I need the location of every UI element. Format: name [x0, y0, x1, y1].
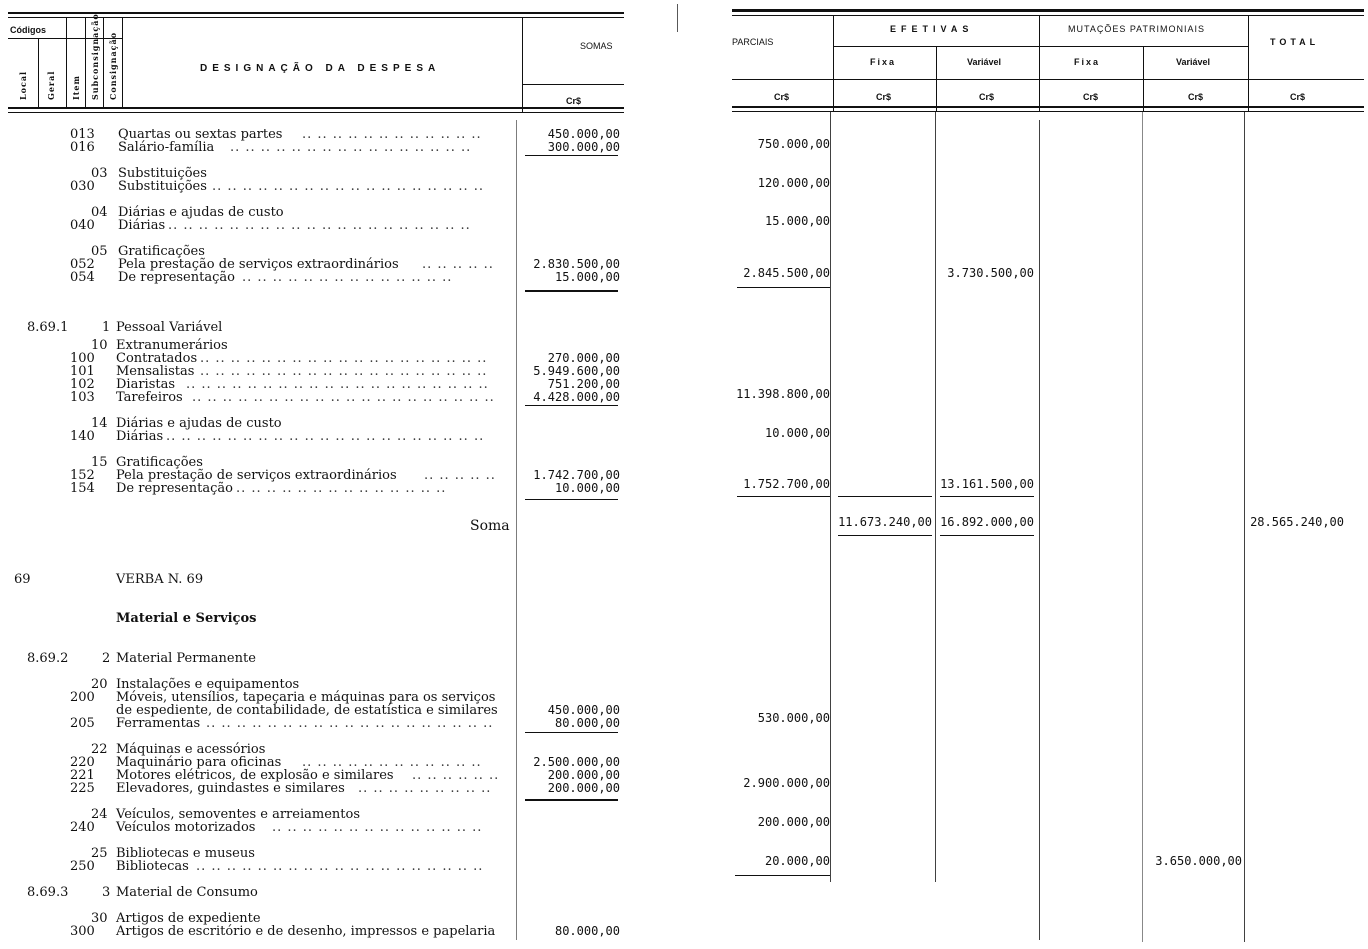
mutacao-variavel-value: 3.650.000,00 [1155, 854, 1242, 868]
row-label: Artigos de escritório e de desenho, impressos e papelaria [116, 924, 496, 939]
item-header: Item [71, 75, 81, 100]
parcial-value: 11.398.800,00 [736, 387, 830, 401]
row-code: 05 [91, 244, 108, 259]
row-code: 154 [70, 481, 95, 496]
row-code: 225 [70, 781, 95, 796]
parcial-value: 1.752.700,00 [743, 477, 830, 491]
verba-code: 69 [14, 572, 31, 587]
leader-dots: .. .. .. .. .. .. .. .. .. .. .. .. .. .. .. .. [230, 140, 472, 155]
row-label: Veículos motorizados [116, 820, 256, 835]
row-label-cont: de espediente, de contabilidade, de estatística e similares [116, 703, 498, 718]
row-label: Diárias e ajudas de custo [116, 416, 282, 431]
leader-dots: .. .. .. .. .. .. .. .. .. .. .. .. [302, 127, 482, 142]
variavel-mutacoes-header: Variável [1176, 57, 1211, 67]
variavel-value: 13.161.500,00 [940, 477, 1034, 491]
row-code: 205 [70, 716, 95, 731]
leader-dots: .. .. .. .. .. .. .. .. .. .. .. .. .. .. .. .. .. .. .. [196, 859, 484, 874]
row-code: 8.69.1 [27, 320, 69, 335]
row-code: 102 [70, 377, 95, 392]
soma-label: Soma [470, 518, 510, 534]
grand-total: 28.565.240,00 [1250, 515, 1344, 529]
currency-fixa: Cr$ [876, 92, 892, 102]
leader-dots: .. .. .. .. .. .. .. .. .. [358, 781, 492, 796]
parcial-value: 2.845.500,00 [743, 266, 830, 280]
fixa-total: 11.673.240,00 [838, 515, 932, 529]
row-label: Gratificações [116, 455, 203, 470]
row-value: 2.500.000,00 [533, 755, 620, 769]
row-value: 1.742.700,00 [533, 468, 620, 482]
subconsignacao-header: Subconsignação [90, 13, 100, 100]
row-value: 200.000,00 [547, 781, 620, 795]
row-label: Diaristas [116, 377, 176, 392]
row-label: Substituições [118, 166, 207, 181]
row-code: 140 [70, 429, 95, 444]
currency-mut-fixa: Cr$ [1083, 92, 1099, 102]
row-sub: 1 [102, 320, 111, 335]
fixa-efetivas-header: Fixa [870, 57, 897, 67]
row-code: 040 [70, 218, 95, 233]
row-value: 5.949.600,00 [533, 364, 620, 378]
row-label: Bibliotecas [116, 859, 189, 874]
row-code: 300 [70, 924, 95, 939]
parciais-header: PARCIAIS [732, 37, 774, 47]
parcial-value: 2.900.000,00 [743, 776, 830, 790]
row-label: Contratados [116, 351, 198, 366]
row-code: 04 [91, 205, 108, 220]
row-code: 24 [91, 807, 108, 822]
leader-dots: .. .. .. .. .. .. .. .. .. .. .. .. .. .. [272, 820, 483, 835]
variavel-total: 16.892.000,00 [940, 515, 1034, 529]
row-sub: 3 [102, 885, 111, 900]
row-label: Bibliotecas e museus [116, 846, 255, 861]
consignacao-header: Consignação [108, 31, 118, 100]
leader-dots: .. .. .. .. .. [422, 257, 494, 272]
row-value: 10.000,00 [554, 481, 620, 495]
leader-dots: .. .. .. .. .. .. .. .. .. .. .. .. .. .. .. .. .. .. .. [206, 716, 494, 731]
parcial-value: 200.000,00 [757, 815, 830, 829]
row-value: 270.000,00 [547, 351, 620, 365]
leader-dots: .. .. .. .. .. .. .. .. .. .. .. .. .. .. .. .. .. .. .. .. .. [166, 429, 485, 444]
leader-dots: .. .. .. .. .. .. .. .. .. .. .. .. .. .. [242, 270, 453, 285]
leader-dots: .. .. .. .. .. .. .. .. .. .. .. .. .. .. .. .. .. .. [212, 179, 485, 194]
row-label: Diárias [116, 429, 164, 444]
mutacoes-header: MUTAÇÕES PATRIMONIAIS [1068, 24, 1206, 34]
total-header: TOTAL [1270, 37, 1320, 47]
row-label: Móveis, utensílios, tapeçaria e máquinas para os serviços [116, 690, 496, 705]
row-code: 221 [70, 768, 95, 783]
row-code: 054 [70, 270, 95, 285]
row-label: Ferramentas [116, 716, 201, 731]
currency-parciais: Cr$ [774, 92, 790, 102]
row-value: 2.830.500,00 [533, 257, 620, 271]
parcial-value: 10.000,00 [764, 426, 830, 440]
currency-variavel: Cr$ [979, 92, 995, 102]
parcial-value: 530.000,00 [757, 711, 830, 725]
local-header: Local [18, 70, 28, 100]
row-value: 200.000,00 [547, 768, 620, 782]
fixa-mutacoes-header: Fixa [1074, 57, 1101, 67]
row-label: Salário-família [118, 140, 215, 155]
currency-header: Cr$ [566, 96, 582, 106]
row-value: 80.000,00 [554, 716, 620, 730]
row-code: 101 [70, 364, 95, 379]
row-value: 450.000,00 [547, 127, 620, 141]
row-label: Material Permanente [116, 651, 256, 666]
leader-dots: .. .. .. .. .. .. .. .. .. .. .. .. .. .. .. .. .. .. .. .. [168, 218, 471, 233]
row-label: Gratificações [118, 244, 205, 259]
row-code: 14 [91, 416, 108, 431]
row-label: Motores elétricos, de explosão e similares [116, 768, 394, 783]
row-label: Elevadores, guindastes e similares [116, 781, 345, 796]
row-label: Diárias e ajudas de custo [118, 205, 284, 220]
row-value: 4.428.000,00 [533, 390, 620, 404]
row-code: 220 [70, 755, 95, 770]
designacao-header: DESIGNAÇÃO DA DESPESA [200, 63, 441, 74]
leader-dots: .. .. .. .. .. .. [412, 768, 500, 783]
row-code: 052 [70, 257, 95, 272]
row-code: 10 [91, 338, 108, 353]
row-code: 20 [91, 677, 108, 692]
geral-header: Geral [46, 70, 56, 100]
leader-dots: .. .. .. .. .. .. .. .. .. .. .. .. .. .. .. .. .. .. .. .. [192, 390, 495, 405]
row-sub: 2 [102, 651, 111, 666]
row-value: 80.000,00 [554, 924, 620, 938]
row-label: Quartas ou sextas partes [118, 127, 283, 142]
row-label: De representação [118, 270, 235, 285]
row-value: 300.000,00 [547, 140, 620, 154]
row-code: 22 [91, 742, 108, 757]
currency-total: Cr$ [1290, 92, 1306, 102]
row-code: 30 [91, 911, 108, 926]
row-code: 8.69.3 [27, 885, 69, 900]
variavel-value: 3.730.500,00 [947, 266, 1034, 280]
row-code: 152 [70, 468, 95, 483]
parcial-value: 15.000,00 [764, 214, 830, 228]
row-code: 25 [91, 846, 108, 861]
row-code: 013 [70, 127, 95, 142]
section-title: Material e Serviços [116, 611, 257, 626]
row-code: 240 [70, 820, 95, 835]
row-label: Substituições [118, 179, 207, 194]
leader-dots: .. .. .. .. .. .. .. .. .. .. .. .. .. .. [236, 481, 447, 496]
row-code: 100 [70, 351, 95, 366]
parcial-value: 750.000,00 [757, 137, 830, 151]
row-code: 200 [70, 690, 95, 705]
row-label: Artigos de expediente [116, 911, 261, 926]
row-code: 103 [70, 390, 95, 405]
row-value: 450.000,00 [547, 703, 620, 717]
row-code: 016 [70, 140, 95, 155]
leader-dots: .. .. .. .. .. .. .. .. .. .. .. .. [302, 755, 482, 770]
row-label: Diárias [118, 218, 166, 233]
parcial-value: 20.000,00 [764, 854, 830, 868]
gutter-mark [677, 4, 678, 32]
row-label: Maquinário para oficinas [116, 755, 282, 770]
leader-dots: .. .. .. .. .. .. .. .. .. .. .. .. .. .. .. .. .. .. .. [200, 351, 488, 366]
row-label: Máquinas e acessórios [116, 742, 266, 757]
variavel-efetivas-header: Variável [967, 57, 1002, 67]
row-code: 03 [91, 166, 108, 181]
codigos-header: Códigos [10, 25, 46, 35]
somas-header: SOMAS [580, 41, 613, 51]
parcial-value: 120.000,00 [757, 176, 830, 190]
row-label: Pela prestação de serviços extraordinários [118, 257, 399, 272]
row-code: 250 [70, 859, 95, 874]
row-label: Instalações e equipamentos [116, 677, 300, 692]
row-code: 030 [70, 179, 95, 194]
row-label: Pela prestação de serviços extraordinários [116, 468, 397, 483]
row-label: Material de Consumo [116, 885, 258, 900]
efetivas-header: EFETIVAS [890, 24, 974, 34]
leader-dots: .. .. .. .. .. [424, 468, 496, 483]
row-label: Tarefeiros [116, 390, 183, 405]
row-label: De representação [116, 481, 233, 496]
row-label: Pessoal Variável [116, 320, 223, 335]
leader-dots: .. .. .. .. .. .. .. .. .. .. .. .. .. .. .. .. .. .. .. [200, 364, 488, 379]
row-label: Veículos, semoventes e arreiamentos [116, 807, 360, 822]
row-value: 751.200,00 [547, 377, 620, 391]
verba-title: VERBA N. 69 [116, 572, 204, 587]
leader-dots: .. .. .. .. .. .. .. .. .. .. .. .. .. .. .. .. .. .. .. .. [186, 377, 489, 392]
row-value: 15.000,00 [554, 270, 620, 284]
row-code: 8.69.2 [27, 651, 69, 666]
row-label: Extranumerários [116, 338, 228, 353]
currency-mut-variavel: Cr$ [1188, 92, 1204, 102]
row-label: Mensalistas [116, 364, 195, 379]
row-code: 15 [91, 455, 108, 470]
